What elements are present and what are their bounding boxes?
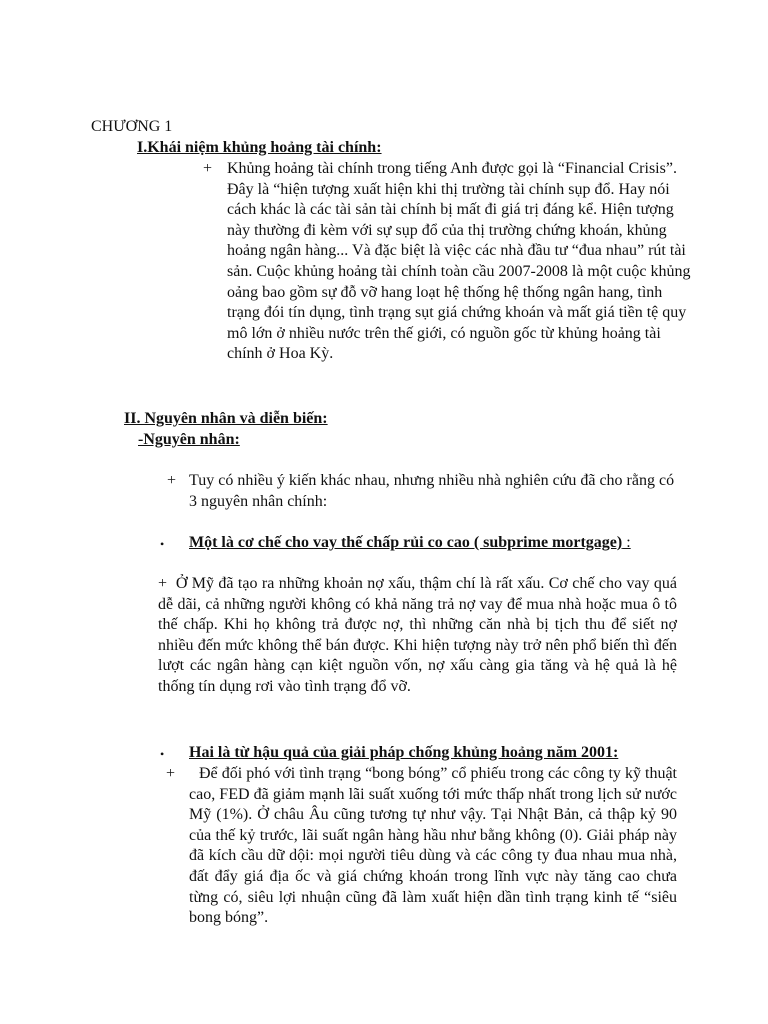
- cause1-colon: :: [622, 534, 631, 551]
- cause2-title: Hai là từ hậu quả của giải pháp chống khủng hoảng năm 2001:: [189, 744, 619, 761]
- causes-intro-paragraph: Tuy có nhiều ý kiến khác nhau, nhưng nhiều nhà nghiên cứu đã cho rằng có 3 nguyên nhân chính:: [189, 472, 675, 510]
- intro-plus-marker: +: [167, 472, 177, 489]
- chapter-title: CHƯƠNG 1: [91, 118, 173, 135]
- section2-heading: II. Nguyên nhân và diễn biến:: [124, 410, 328, 427]
- cause1-title: Một là cơ chế cho vay thế chấp rủi co cao ( subprime mortgage): [189, 534, 623, 551]
- cause1-paragraph: Ở Mỹ đã tạo ra những khoản nợ xấu, thậm chí là rất xấu. Cơ chế cho vay quá dễ dãi, cả những người không có khả năng trả nợ vay để mua nhà hoặc mua ô tô thế chấp. Khi họ không trả được nợ, thì những căn nhà bị tịch thu để siết nợ nhiều đến mức không thể bán được. Khi hiện tượng này trở nên phổ biến thì đến lượt các ngân hàng cạn kiệt nguồn vốn, nợ xấu càng gia tăng và hệ quả là hệ thống tín dụng rơi vào tình trạng đổ vỡ.: [158, 575, 677, 695]
- cause1-bullet: •: [160, 537, 165, 551]
- cause2-paragraph: [189, 764, 677, 929]
- cause2-plus-marker: +: [166, 765, 176, 782]
- causes-subheading: -Nguyên nhân:: [138, 431, 240, 448]
- section1-heading: I.Khái niệm khủng hoảng tài chính:: [137, 139, 382, 156]
- cause2-bullet: •: [160, 747, 165, 761]
- cause2-paragraph-text: Để đối phó với tình trạng “bong bóng” cổ phiếu trong các công ty kỹ thuật cao, FED đã giảm mạnh lãi suất xuống tới mức thấp nhất trong lịch sử nước Mỹ (1%). Ở châu Âu cũng tương tự như vậy. Tại Nhật Bản, cả thập kỷ 90 của thế kỷ trước, lãi suất ngân hàng hầu như bằng không (0). Giải pháp này đã kích cầu dữ dội: mọi người tiêu dùng và các công ty đua nhau mua nhà, đất đẩy giá địa ốc và giá chứng khoán trong lĩnh vực này tăng cao chưa từng có, siêu lợi nhuận cũng đã làm xuất hiện dần tình trạng kinh tế “siêu bong bóng”.: [189, 765, 677, 927]
- section1-paragraph: Khủng hoảng tài chính trong tiếng Anh được gọi là “Financial Crisis”. Đây là “hiện tượng xuất hiện khi thị trường tài chính sụp đổ. Hay nói cách khác là các tài sản tài chính bị mất đi giá trị đáng kể. Hiện tượng này thường đi kèm với sự sụp đổ của thị trường chứng khoán, khủng hoảng ngân hàng... Và đặc biệt là việc các nhà đầu tư “đua nhau” rút tài sản. Cuộc khủng hoảng tài chính toàn cầu 2007-2008 là một cuộc khủng oảng bao gồm sự đỗ vỡ hang loạt hệ thống hệ thống ngân hang, tình trạng đói tín dụng, tình trạng sụt giá chứng khoán và mất giá tiền tệ quy mô lớn ở nhiều nước trên thế giới, có nguồn gốc từ khủng hoảng tài chính ở Hoa Kỳ.: [227, 160, 691, 363]
- cause1-paragraph-wrap: [158, 574, 677, 698]
- cause1-plus-marker: +: [158, 575, 168, 592]
- section1-plus-marker: +: [203, 160, 213, 177]
- cause1-title-wrap: [189, 533, 677, 554]
